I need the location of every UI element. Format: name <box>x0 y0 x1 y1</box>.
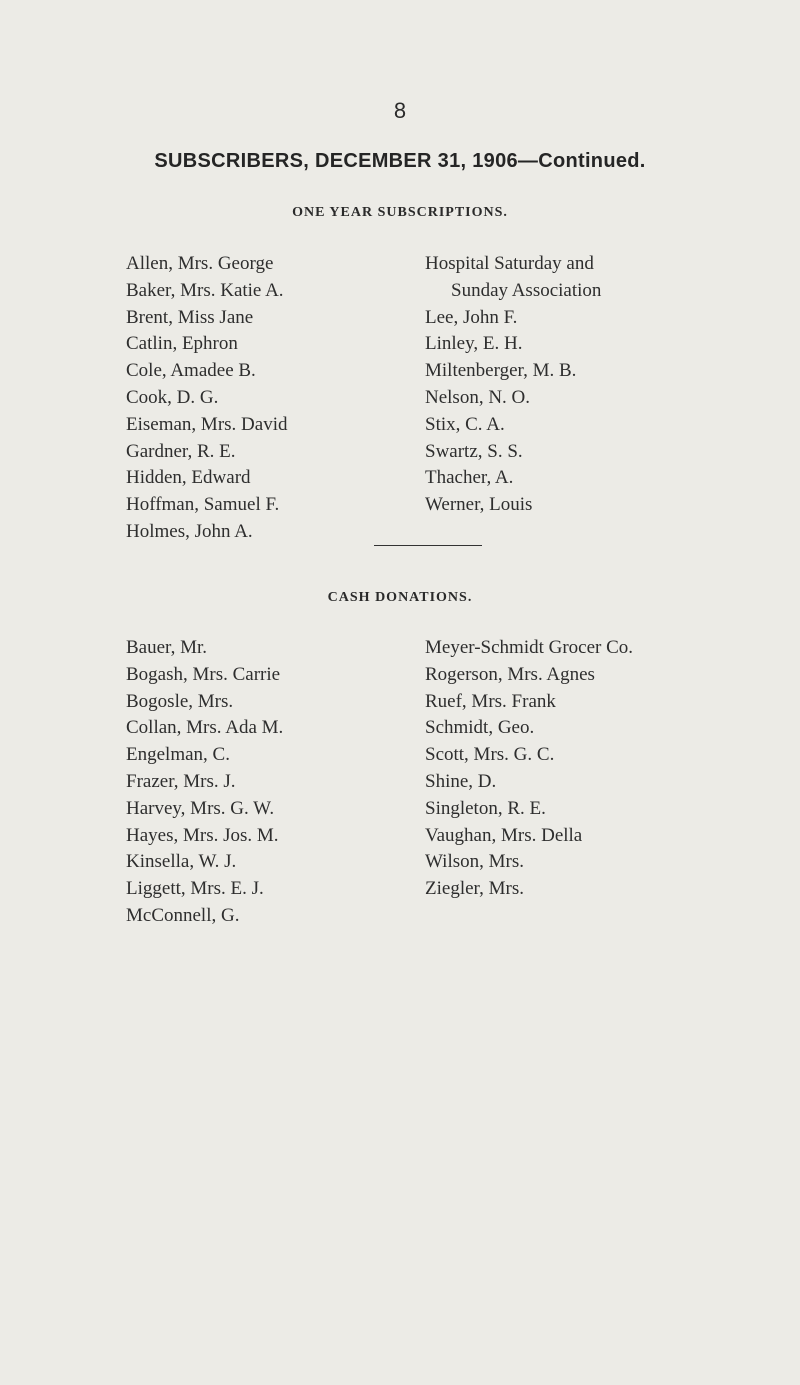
list-item: Engelman, C. <box>126 744 230 766</box>
cash-donations-right-list <box>425 635 633 903</box>
list-item: Stix, C. A. <box>425 413 505 435</box>
list-item: Kinsella, W. J. <box>126 851 237 873</box>
list-item: Allen, Mrs. George <box>126 253 274 274</box>
list-item: Harvey, Mrs. G. W. <box>126 797 275 819</box>
section-divider <box>374 545 482 546</box>
list-item: Catlin, Ephron <box>126 333 238 355</box>
list-item: Hoffman, Samuel F. <box>126 494 280 516</box>
cash-donations-left-list <box>126 635 283 930</box>
list-item: Swartz, S. S. <box>425 440 523 462</box>
list-item: Rogerson, Mrs. Agnes <box>425 663 595 685</box>
page-number: 8 <box>393 98 407 123</box>
list-item: Schmidt, Geo. <box>425 717 535 739</box>
list-item: Linley, E. H. <box>425 333 523 355</box>
list-item: Lee, John F. <box>425 306 518 328</box>
list-item: Frazer, Mrs. J. <box>126 770 236 792</box>
list-item: Hayes, Mrs. Jos. M. <box>126 824 279 846</box>
list-item: Miltenberger, M. B. <box>425 360 577 382</box>
list-item: Hidden, Edward <box>126 467 251 489</box>
list-item: Bogosle, Mrs. <box>126 690 234 712</box>
list-item: Ruef, Mrs. Frank <box>425 690 556 712</box>
page-title: SUBSCRIBERS, DECEMBER 31, 1906—Continued. <box>154 150 646 172</box>
list-item: Cook, D. G. <box>126 386 219 408</box>
list-item: Nelson, N. O. <box>425 386 531 408</box>
list-item: Bauer, Mr. <box>126 637 208 658</box>
list-item: Hospital Saturday and <box>425 253 594 274</box>
list-item: Baker, Mrs. Katie A. <box>126 279 284 301</box>
one-year-left-list <box>126 251 287 546</box>
one-year-subscriptions-heading: ONE YEAR SUBSCRIPTIONS. <box>292 205 508 220</box>
list-item: Eiseman, Mrs. David <box>126 413 288 435</box>
list-item: Collan, Mrs. Ada M. <box>126 717 284 739</box>
list-item: Brent, Miss Jane <box>126 306 254 328</box>
list-item: Singleton, R. E. <box>425 797 546 819</box>
list-item: Wilson, Mrs. <box>425 851 524 873</box>
list-item: Sunday Association <box>451 279 602 301</box>
list-item: Scott, Mrs. G. C. <box>425 744 555 766</box>
list-item: Ziegler, Mrs. <box>425 878 524 900</box>
list-item: Bogash, Mrs. Carrie <box>126 663 281 685</box>
list-item: Shine, D. <box>425 770 497 792</box>
list-item: Gardner, R. E. <box>126 440 236 462</box>
list-item: Cole, Amadee B. <box>126 360 256 382</box>
list-item: Thacher, A. <box>425 467 514 489</box>
list-item: McConnell, G. <box>126 904 240 926</box>
list-item: Liggett, Mrs. E. J. <box>126 878 264 900</box>
list-item: Werner, Louis <box>425 494 533 516</box>
list-item: Meyer-Schmidt Grocer Co. <box>425 637 634 658</box>
cash-donations-heading: CASH DONATIONS. <box>327 590 473 605</box>
one-year-right-list <box>425 251 601 519</box>
list-item: Holmes, John A. <box>126 520 253 542</box>
list-item: Vaughan, Mrs. Della <box>425 824 583 846</box>
